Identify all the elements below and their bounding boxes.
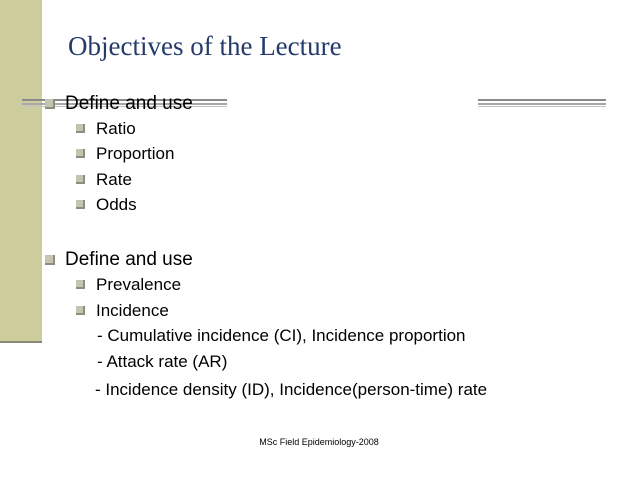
list-item-rate <box>76 171 132 188</box>
list-item-label: Proportion <box>96 144 175 163</box>
subitem-incidence-density: - Incidence density (ID), Incidence(person-time) rate <box>95 380 488 399</box>
square-bullet-icon <box>76 280 85 289</box>
list-item-label: Rate <box>96 170 132 189</box>
list-item-odds <box>76 196 137 213</box>
square-bullet-icon <box>76 306 85 315</box>
list-item-prevalence <box>76 276 181 293</box>
square-bullet-icon <box>76 124 85 133</box>
square-bullet-icon <box>45 99 55 109</box>
square-bullet-icon <box>76 149 85 158</box>
section-1-heading <box>45 94 193 113</box>
slide-footer: MSc Field Epidemiology-2008 <box>259 437 379 447</box>
left-band-divider <box>0 341 42 343</box>
list-item-incidence <box>76 302 169 319</box>
list-item-label: Prevalence <box>96 275 182 294</box>
list-item-ratio <box>76 120 136 137</box>
list-item-label: Incidence <box>96 301 169 320</box>
subitem-attack-rate: - Attack rate (AR) <box>97 352 228 371</box>
square-bullet-icon <box>76 175 85 184</box>
section-label: Define and use <box>65 249 193 270</box>
list-item-label: Ratio <box>96 119 136 138</box>
subitem-cumulative-incidence: - Cumulative incidence (CI), Incidence proportion <box>97 326 466 345</box>
square-bullet-icon <box>45 255 55 265</box>
section-2-heading <box>45 250 193 269</box>
slide-title: Objectives of the Lecture <box>68 31 342 61</box>
left-decorative-band <box>0 0 42 341</box>
list-item-label: Odds <box>96 195 137 214</box>
list-item-proportion <box>76 145 174 162</box>
section-label: Define and use <box>65 93 193 114</box>
title-underline-right <box>478 99 606 107</box>
square-bullet-icon <box>76 200 85 209</box>
